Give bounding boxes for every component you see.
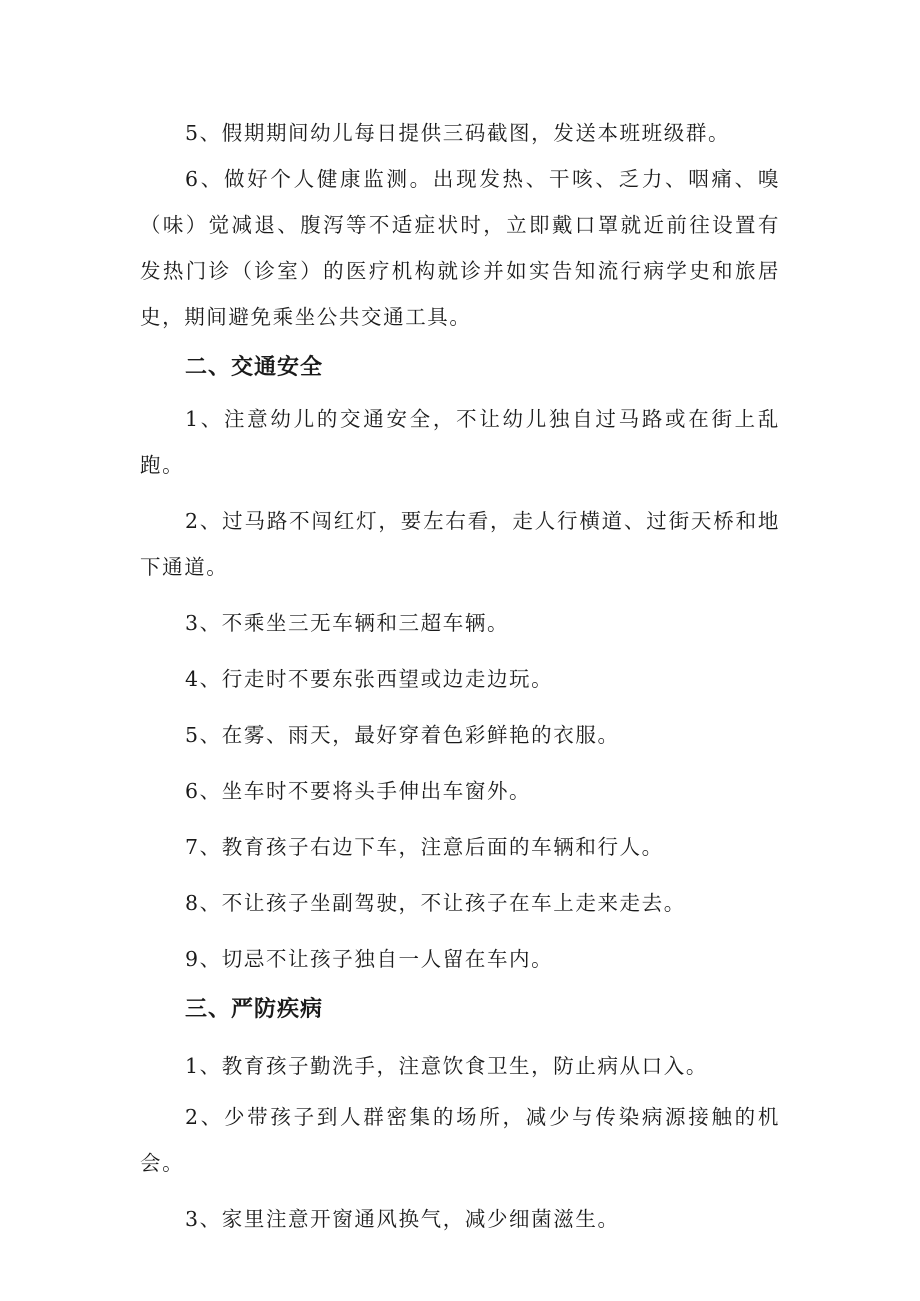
paragraph-disease-item-3: 3、家里注意开窗通风换气，减少细菌滋生。 [185,1207,620,1231]
section-heading-traffic-safety: 二、交通安全 [185,355,324,380]
paragraph-health-item-5: 5、假期期间幼儿每日提供三码截图，发送本班班级群。 [185,121,731,145]
paragraph-disease-item-1: 1、教育孩子勤洗手，注意饮食卫生，防止病从口入。 [185,1054,708,1078]
paragraph-traffic-item-8: 8、不让孩子坐副驾驶，不让孩子在车上走来走去。 [185,891,686,915]
document-page [140,110,780,1242]
paragraph-traffic-item-9: 9、切忌不让孩子独自一人留在车内。 [185,947,554,971]
paragraph-traffic-item-1: 1、注意幼儿的交通安全，不让幼儿独自过马路或在街上乱跑。 [140,407,780,477]
paragraph-traffic-item-5: 5、在雾、雨天，最好穿着色彩鲜艳的衣服。 [185,723,620,747]
paragraph-disease-item-2: 2、少带孩子到人群密集的场所，减少与传染病源接触的机会。 [140,1105,780,1175]
paragraph-traffic-item-7: 7、教育孩子右边下车，注意后面的车辆和行人。 [185,835,664,859]
paragraph-traffic-item-2: 2、过马路不闯红灯，要左右看，走人行横道、过街天桥和地下通道。 [140,509,780,579]
paragraph-traffic-item-6: 6、坐车时不要将头手伸出车窗外。 [185,779,532,803]
section-heading-disease-prevention: 三、严防疾病 [185,997,324,1022]
paragraph-health-item-6: 6、做好个人健康监测。出现发热、干咳、乏力、咽痛、嗅（味）觉减退、腹泻等不适症状时，立即戴口罩就近前往设置有发热门诊（诊室）的医疗机构就诊并如实告知流行病学史和旅居史，期间避免乘坐公共交通工具。 [140,167,780,329]
paragraph-traffic-item-4: 4、行走时不要东张西望或边走边玩。 [185,667,554,691]
paragraph-traffic-item-3: 3、不乘坐三无车辆和三超车辆。 [185,611,510,635]
